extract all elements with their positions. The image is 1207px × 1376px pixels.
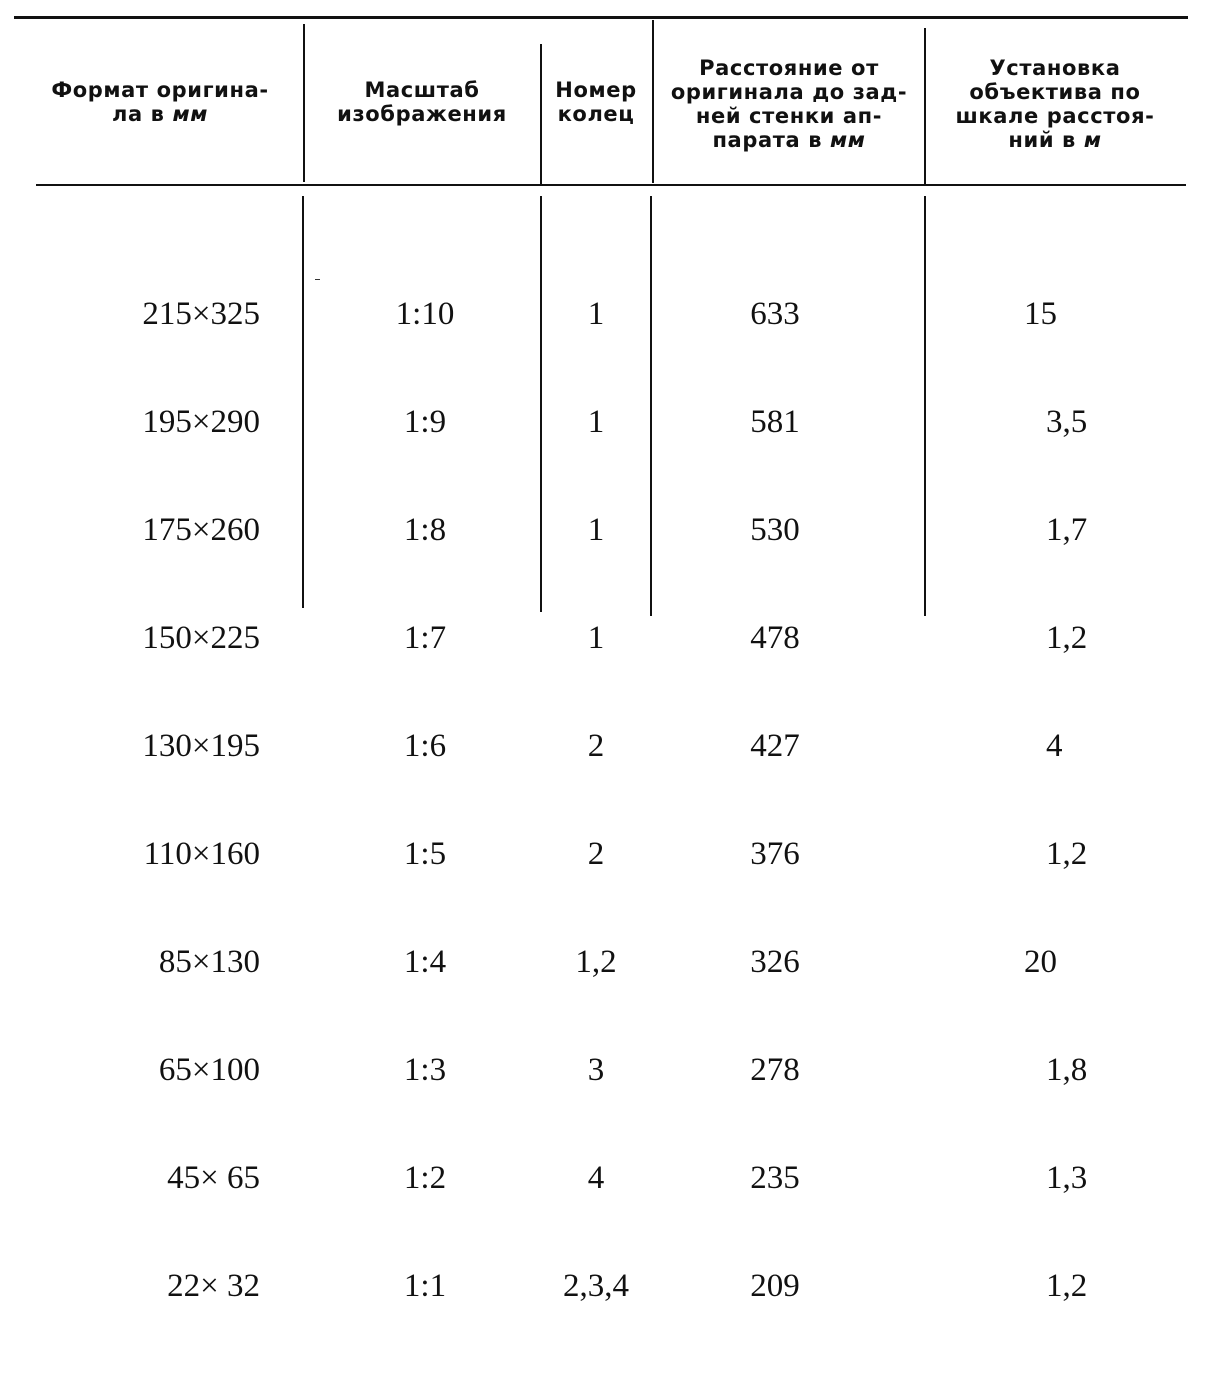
header-setting-line: Установка	[989, 56, 1121, 80]
setting-cell: 1,3	[1046, 1160, 1088, 1196]
header-setting-line: ний в м	[1008, 128, 1102, 152]
format-cell: 195×290	[142, 404, 260, 440]
scale-cell: 1:7	[403, 620, 447, 656]
top-rule	[14, 16, 1188, 19]
header-scale-line: Масштаб	[364, 78, 480, 102]
distance-cell: 376	[750, 836, 800, 872]
header-format-line: Формат оригина-	[51, 78, 269, 102]
setting-cell: 20	[1024, 944, 1057, 980]
header-setting-line: объектива по	[969, 80, 1141, 104]
header-format-line: ла в мм	[112, 102, 208, 126]
ring-cell: 1	[587, 404, 605, 440]
distance-cell: 427	[750, 728, 800, 764]
scale-cell: 1:10	[395, 296, 455, 332]
header-distance-line: ней стенки ап-	[695, 104, 883, 128]
column-divider	[302, 196, 304, 608]
setting-cell: 15	[1024, 296, 1057, 332]
scale-column	[330, 224, 520, 1376]
column-divider	[303, 24, 305, 182]
setting-cell: 4	[1046, 728, 1063, 764]
distance-cell: 326	[750, 944, 800, 980]
scale-cell: 1:2	[403, 1160, 447, 1196]
header-distance	[655, 56, 923, 152]
distance-cell: 530	[750, 512, 800, 548]
format-cell: 130×195	[142, 728, 260, 764]
stray-mark	[315, 279, 320, 280]
header-ring-line: Номер	[555, 78, 637, 102]
setting-cell: 3,5	[1046, 404, 1088, 440]
ring-cell: 3	[587, 1052, 605, 1088]
ring-cell: 2	[587, 728, 605, 764]
setting-cell: 1,7	[1046, 512, 1088, 548]
format-cell: 22× 32	[167, 1268, 260, 1304]
ring-cell: 1	[587, 512, 605, 548]
column-divider	[924, 28, 926, 184]
column-divider	[540, 44, 542, 184]
setting-cell: 1,2	[1046, 620, 1088, 656]
format-cell: 65×100	[158, 1052, 260, 1088]
distance-cell: 235	[750, 1160, 800, 1196]
header-ring	[543, 78, 649, 126]
distance-column	[700, 224, 850, 1376]
header-format	[36, 78, 284, 126]
scale-cell: 1:6	[403, 728, 447, 764]
setting-column	[1010, 224, 1105, 1376]
format-cell: 85×130	[158, 944, 260, 980]
header-distance-line: оригинала до зад-	[670, 80, 908, 104]
scale-cell: 1:4	[403, 944, 447, 980]
format-cell: 175×260	[142, 512, 260, 548]
distance-cell: 581	[750, 404, 800, 440]
header-setting	[930, 56, 1180, 152]
scale-cell: 1:8	[403, 512, 447, 548]
scale-cell: 1:9	[403, 404, 447, 440]
column-divider	[540, 196, 542, 612]
scale-cell: 1:5	[403, 836, 447, 872]
format-cell: 110×160	[143, 836, 260, 872]
header-scale-line: изображения	[337, 102, 507, 126]
header-distance-line: парата в мм	[712, 128, 866, 152]
format-cell: 150×225	[142, 620, 260, 656]
setting-cell: 1,2	[1046, 836, 1088, 872]
column-divider	[924, 196, 926, 616]
ring-cell: 1	[587, 296, 605, 332]
distance-cell: 633	[750, 296, 800, 332]
ring-cell: 2,3,4	[563, 1268, 629, 1304]
ring-column	[545, 224, 647, 1376]
distance-cell: 278	[750, 1052, 800, 1088]
header-scale	[318, 78, 526, 126]
setting-cell: 1,8	[1046, 1052, 1088, 1088]
format-cell: 215×325	[142, 296, 260, 332]
header-separator-rule	[36, 184, 1186, 186]
ring-cell: 4	[587, 1160, 605, 1196]
distance-cell: 478	[750, 620, 800, 656]
setting-cell: 1,2	[1046, 1268, 1088, 1304]
header-ring-line: колец	[557, 102, 635, 126]
header-distance-line: Расстояние от	[699, 56, 879, 80]
scale-cell: 1:3	[403, 1052, 447, 1088]
column-divider	[652, 20, 654, 183]
format-column	[60, 224, 260, 1376]
format-cell: 45× 65	[167, 1160, 260, 1196]
ring-cell: 1	[587, 620, 605, 656]
ring-cell: 1,2	[575, 944, 617, 980]
column-divider	[650, 196, 652, 616]
distance-cell: 209	[750, 1268, 800, 1304]
header-setting-line: шкале расстоя-	[955, 104, 1155, 128]
scale-cell: 1:1	[403, 1268, 447, 1304]
ring-cell: 2	[587, 836, 605, 872]
